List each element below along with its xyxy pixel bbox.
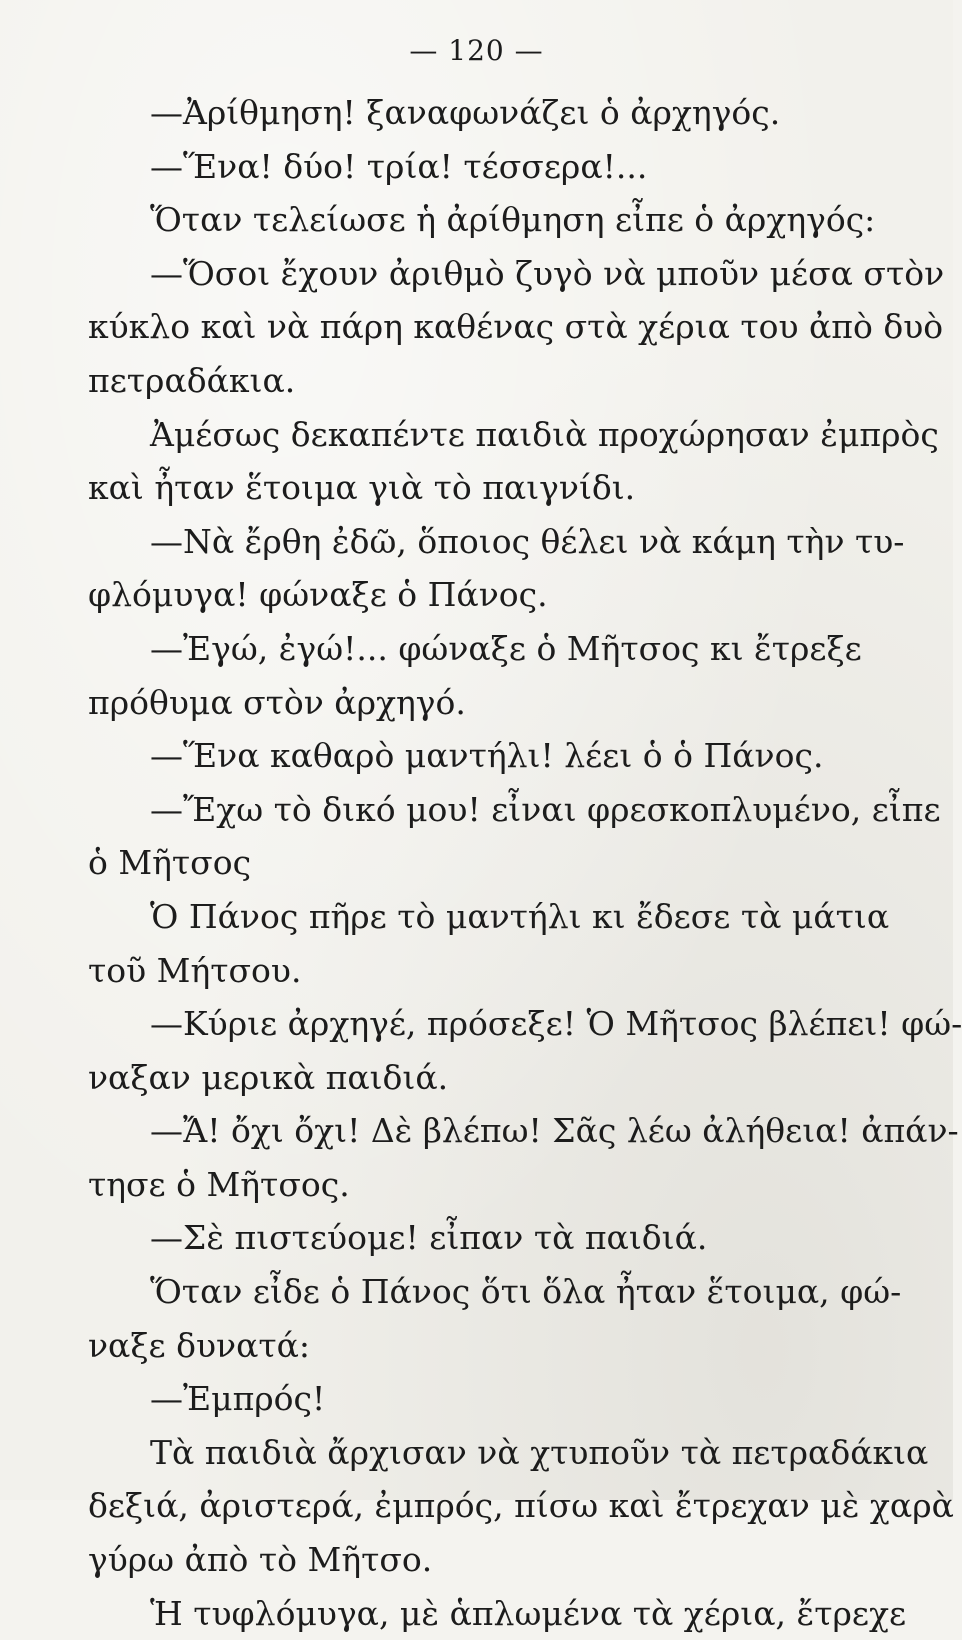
text-line: γύρω ἀπὸ τὸ Μῆτσο. <box>88 1540 433 1580</box>
text-line: Ὅταν εἶδε ὁ Πάνος ὅτι ὅλα ἦταν ἕτοιμα, φώ- <box>150 1272 902 1312</box>
text-line: πετραδάκια. <box>88 360 296 400</box>
text-line: Ὁ Πάνος πῆρε τὸ μαντήλι κι ἔδεσε τὰ μάτια <box>150 896 890 936</box>
text-line: πρόθυμα στὸν ἀρχηγό. <box>88 682 466 722</box>
text-line: ναξε δυνατά: <box>88 1325 311 1365</box>
text-line: Τὰ παιδιὰ ἄρχισαν νὰ χτυποῦν τὰ πετραδάκια <box>150 1432 929 1472</box>
text-line: Ὅταν τελείωσε ἡ ἀρίθμηση εἶπε ὁ ἀρχηγός: <box>150 200 876 240</box>
text-line: Ἡ τυφλόμυγα, μὲ ἁπλωμένα τὰ χέρια, ἔτρεχε <box>150 1593 907 1633</box>
text-line: —Ἐγώ, ἐγώ!... φώναξε ὁ Μῆτσος κι ἔτρεξε <box>150 628 862 668</box>
text-line: καὶ ἦταν ἕτοιμα γιὰ τὸ παιγνίδι. <box>88 468 636 508</box>
text-line: φλόμυγα! φώναξε ὁ Πάνος. <box>88 575 548 615</box>
text-line: κύκλο καὶ νὰ πάρη καθένας στὰ χέρια του ἀπὸ δυὸ <box>88 307 944 347</box>
text-line: —Ἕνα! δύο! τρία! τέσσερα!... <box>150 146 648 186</box>
text-line: —Ἀρίθμηση! ξαναφωνάζει ὁ ἀρχηγός. <box>150 93 781 132</box>
body-text <box>88 86 962 1640</box>
text-line: —Ἄ! ὄχι ὄχι! Δὲ βλέπω! Σᾶς λέω ἀλήθεια! ἀπάν- <box>150 1111 959 1151</box>
text-line: —Ἔχω τὸ δικό μου! εἶναι φρεσκοπλυμένο, εἶπε <box>150 789 941 829</box>
text-line: δεξιά, ἀριστερά, ἐμπρός, πίσω καὶ ἔτρεχαν μὲ χαρὰ <box>88 1486 954 1526</box>
text-line: —Σὲ πιστεύομε! εἶπαν τὰ παιδιά. <box>150 1218 708 1258</box>
text-line: τησε ὁ Μῆτσος. <box>88 1164 350 1204</box>
text-line: ναξαν μερικὰ παιδιά. <box>88 1057 449 1097</box>
text-line: —Ἐμπρός! <box>150 1379 326 1419</box>
text-line: —Κύριε ἀρχηγέ, πρόσεξε! Ὁ Μῆτσος βλέπει! φώ- <box>150 1004 962 1044</box>
page-number: — 120 — <box>409 34 544 67</box>
text-line: —Νὰ ἔρθη ἐδῶ, ὅποιος θέλει νὰ κάμη τὴν τυ- <box>150 521 905 561</box>
text-line: Ἀμέσως δεκαπέντε παιδιὰ προχώρησαν ἐμπρὸς <box>150 414 939 454</box>
text-line: ὁ Μῆτσος <box>88 843 252 883</box>
text-line: —Ὅσοι ἔχουν ἀριθμὸ ζυγὸ νὰ μποῦν μέσα στὸν <box>150 253 945 293</box>
text-line: —Ἕνα καθαρὸ μαντήλι! λέει ὁ ὁ Πάνος. <box>150 736 824 776</box>
text-line: τοῦ Μήτσου. <box>88 950 302 990</box>
